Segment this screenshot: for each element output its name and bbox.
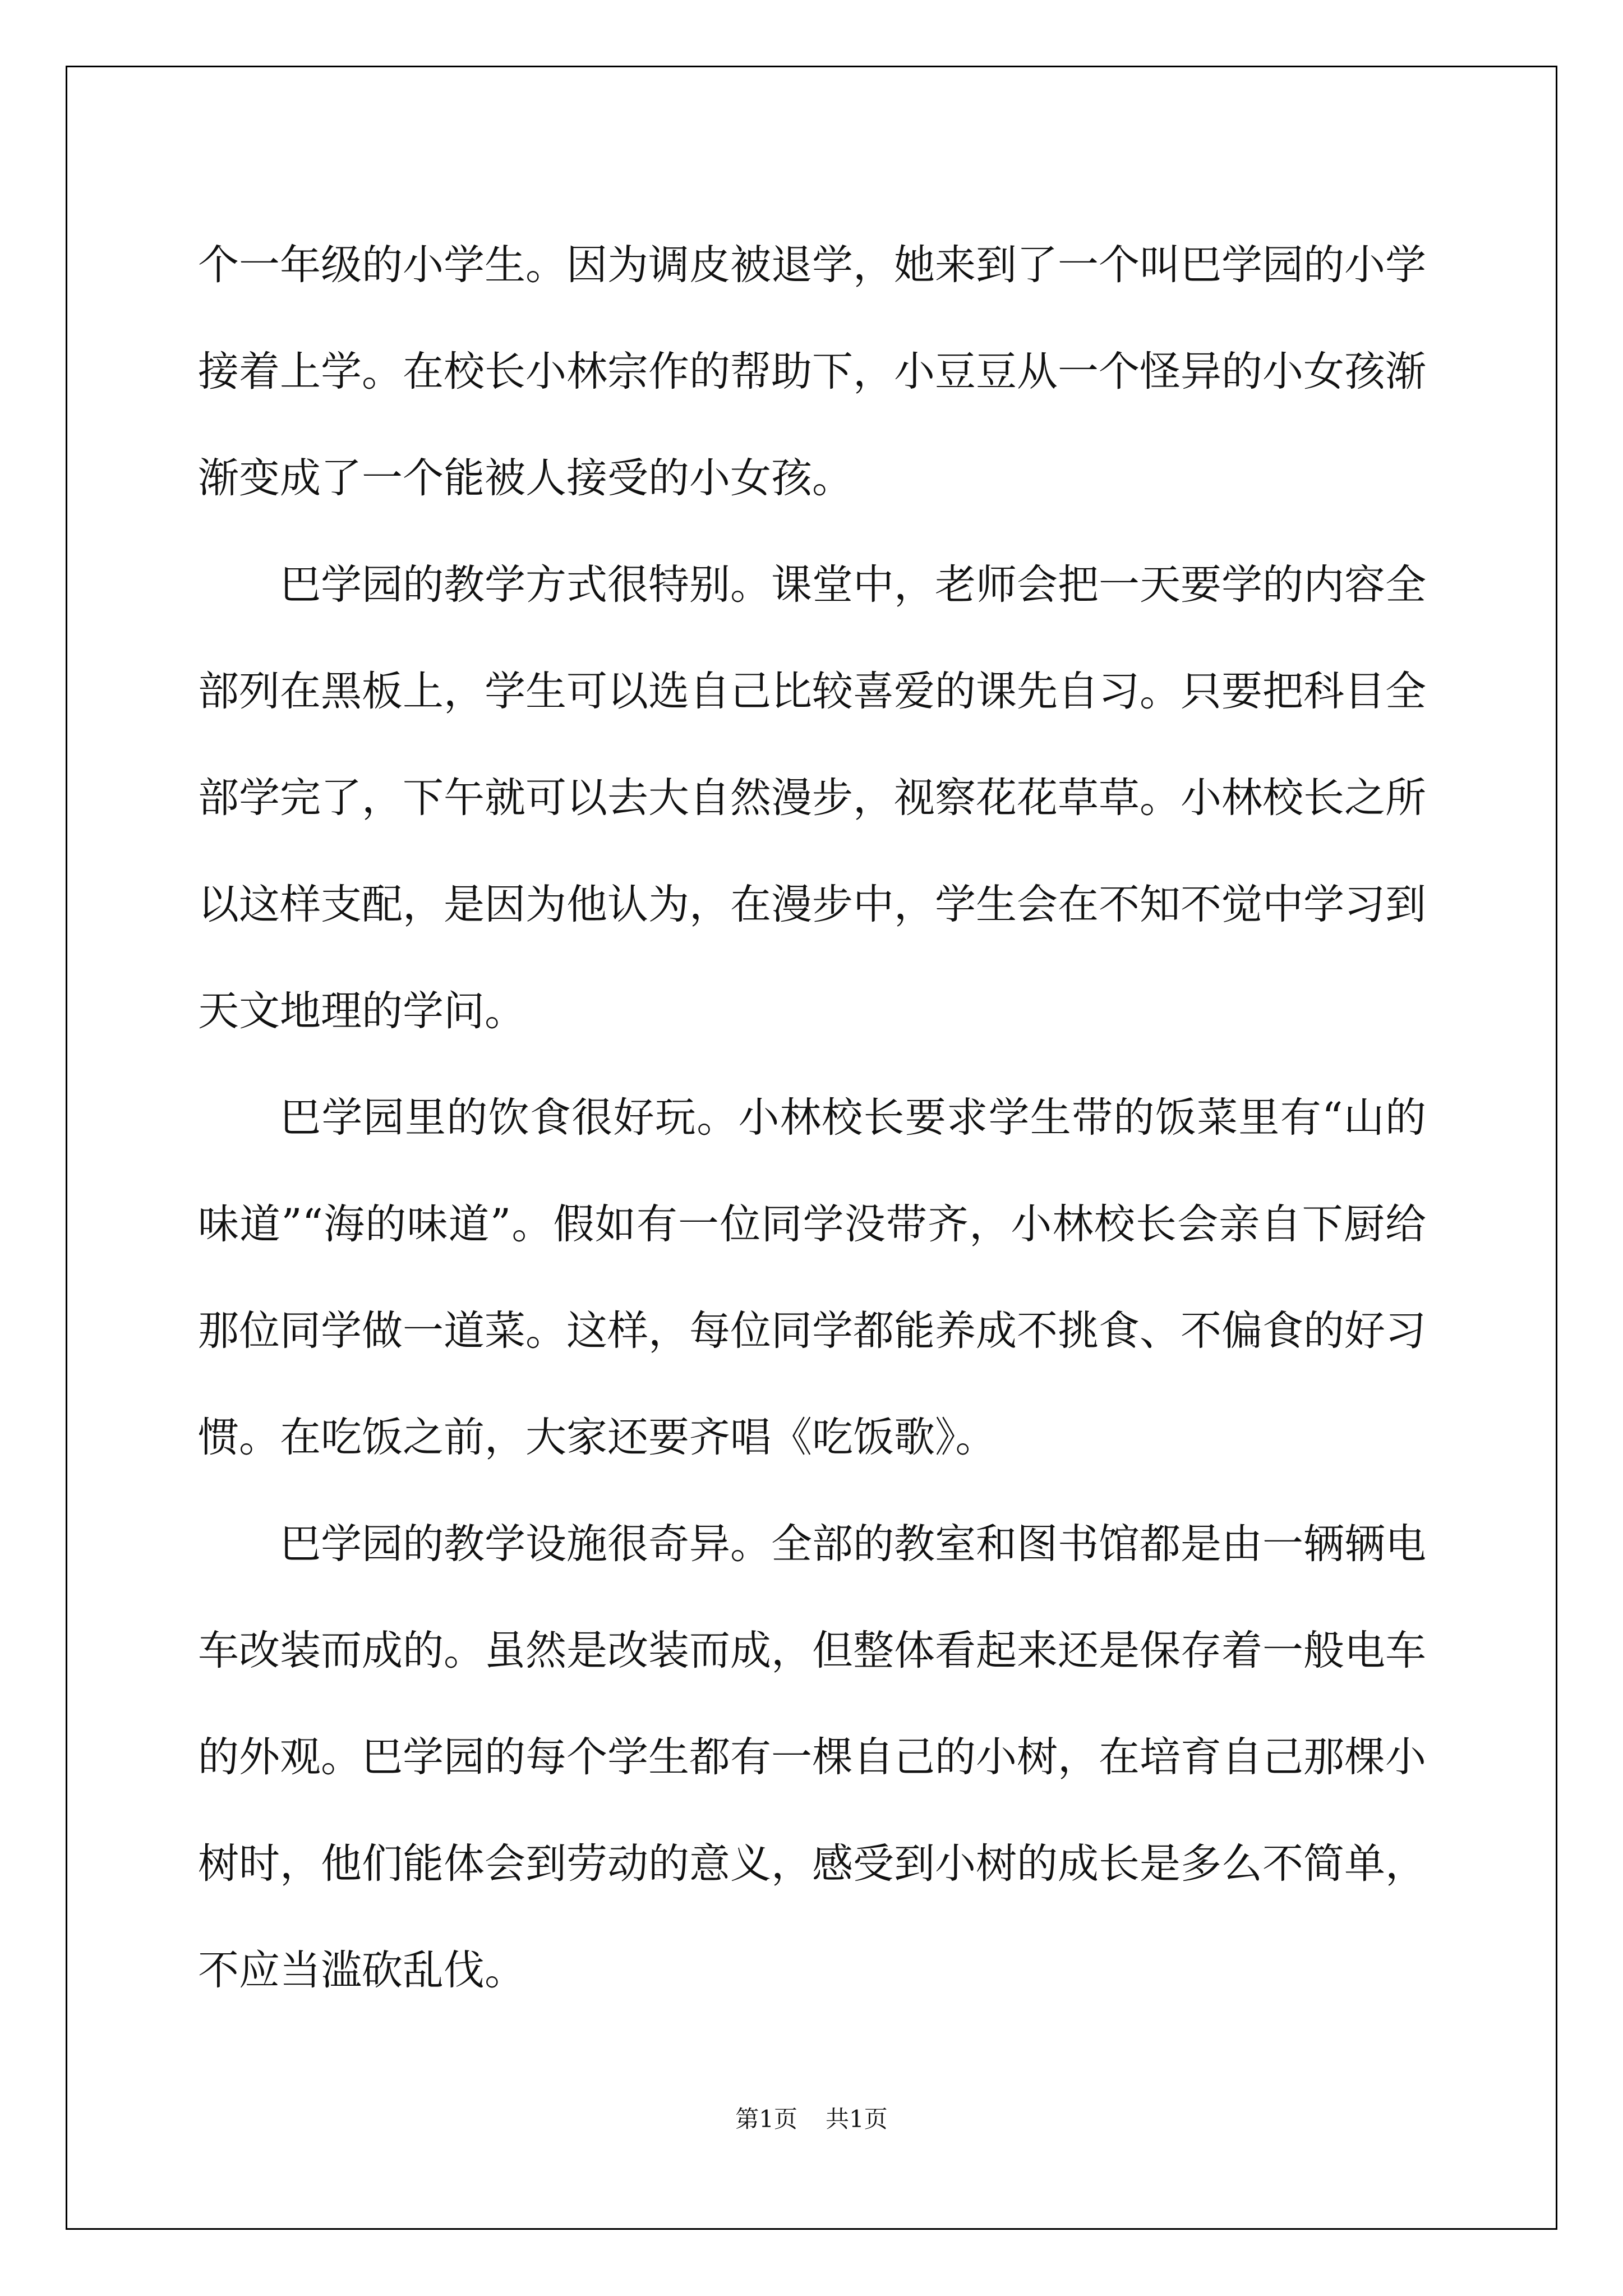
- paragraph-2: 巴学园的教学方式很特别。课堂中，老师会把一天要学的内容全部列在黑板上，学生可以选自己比较喜爱的课先自习。只要把科目全部学完了，下午就可以去大自然漫步，视察花花草草。小林校长之所以这样支配，是因为他认为，在漫步中，学生会在不知不觉中学习到天文地理的学问。: [198, 561, 1426, 1035]
- document-body: [198, 212, 1426, 2024]
- paragraph-1: 个一年级的小学生。因为调皮被退学，她来到了一个叫巴学园的小学接着上学。在校长小林宗作的帮助下，小豆豆从一个怪异的小女孩渐渐变成了一个能被人接受的小女孩。: [198, 241, 1426, 502]
- page-count: 共1页: [826, 2105, 888, 2133]
- page-number: 第1页: [735, 2105, 797, 2133]
- page-footer: [0, 2101, 1623, 2134]
- paragraph-4: 巴学园的教学设施很奇异。全部的教室和图书馆都是由一辆辆电车改装而成的。虽然是改装而成，但整体看起来还是保存着一般电车的外观。巴学园的每个学生都有一棵自己的小树，在培育自己那棵小树时，他们能体会到劳动的意义，感受到小树的成长是多么不简单，不应当滥砍乱伐。: [198, 1520, 1426, 1994]
- paragraph-3: 巴学园里的饮食很好玩。小林校长要求学生带的饭菜里有“山的味道”“海的味道”。假如有一位同学没带齐，小林校长会亲自下厨给那位同学做一道菜。这样，每位同学都能养成不挑食、不偏食的好习惯。在吃饭之前，大家还要齐唱《吃饭歌》。: [198, 1094, 1426, 1461]
